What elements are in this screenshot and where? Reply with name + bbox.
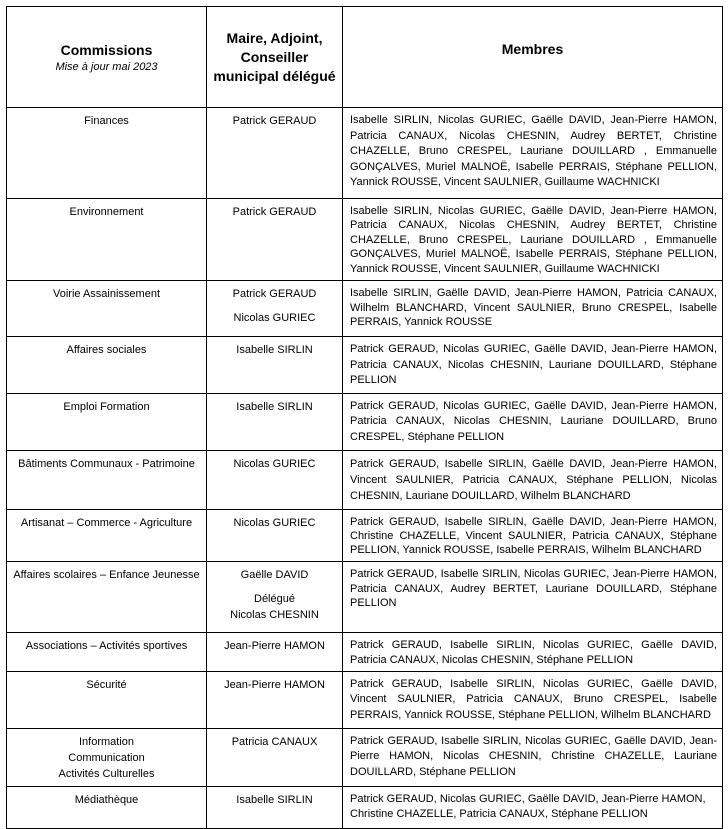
commission-members: Isabelle SIRLIN, Nicolas GURIEC, Gaëlle DAVID, Jean-Pierre HAMON, Patricia CANAUX, Nicolas CHESNIN, Audrey BERTET, Christine CHAZELLE, Bruno CRESPEL, Lauriane DOUILLARD , Emmanuelle GONÇALVES, Muriel MALNOË, Isabelle PERRAIS, Stéphane PELLION, Yannick ROUSSE, Vincent SAULNIER, Guillaume WACHNICKI	[343, 108, 723, 199]
commission-lead: Nicolas GURIEC	[207, 450, 343, 509]
commission-name: Finances	[7, 108, 207, 199]
commission-members: Patrick GERAUD, Nicolas GURIEC, Gaëlle DAVID, Jean-Pierre HAMON, Christine CHAZELLE, Patricia CANAUX, Stéphane PELLION	[343, 786, 723, 828]
commission-members: Patrick GERAUD, Isabelle SIRLIN, Nicolas GURIEC, Gaëlle DAVID, Patricia CANAUX, Nicolas CHESNIN, Stéphane PELLION	[343, 633, 723, 671]
commissions-table	[6, 6, 723, 829]
commission-members: Patrick GERAUD, Nicolas GURIEC, Gaëlle DAVID, Jean-Pierre HAMON, Patricia CANAUX, Nicolas CHESNIN, Lauriane DOUILLARD, Bruno CRESPEL, Stéphane PELLION	[343, 393, 723, 450]
commission-name: Affaires sociales	[7, 337, 207, 394]
table-row	[7, 509, 723, 562]
commission-members: Isabelle SIRLIN, Gaëlle DAVID, Jean-Pierre HAMON, Patricia CANAUX, Wilhelm BLANCHARD, Vincent SAULNIER, Bruno CRESPEL, Isabelle PERRAIS, Yannick ROUSSE	[343, 281, 723, 337]
commission-members: Patrick GERAUD, Nicolas GURIEC, Gaëlle DAVID, Jean-Pierre HAMON, Patricia CANAUX, Nicolas CHESNIN, Lauriane DOUILLARD, Stéphane PELLION	[343, 337, 723, 394]
commission-lead-2: Nicolas CHESNIN	[230, 609, 319, 622]
header-lead	[207, 7, 343, 108]
table-row	[7, 786, 723, 828]
commission-lead: Isabelle SIRLIN	[207, 786, 343, 828]
header-commissions-title: Commissions	[60, 41, 153, 58]
commission-members: Patrick GERAUD, Isabelle SIRLIN, Nicolas GURIEC, Gaëlle DAVID, Jean-Pierre HAMON, Nicolas CHESNIN, Christine CHAZELLE, Lauriane DOUILLARD, Stéphane PELLION	[343, 728, 723, 786]
commission-lead: Jean-Pierre HAMON	[207, 671, 343, 728]
commission-name: Affaires scolaires – Enfance Jeunesse	[7, 562, 207, 633]
commission-lead-2: Nicolas GURIEC	[233, 312, 316, 325]
commission-name: Bâtiments Communaux - Patrimoine	[7, 450, 207, 509]
commission-lead: Isabelle SIRLIN	[207, 337, 343, 394]
table-row	[7, 108, 723, 199]
commission-members: Isabelle SIRLIN, Nicolas GURIEC, Gaëlle DAVID, Jean-Pierre HAMON, Patricia CANAUX, Nicolas CHESNIN, Audrey BERTET, Christine CHAZELLE, Bruno CRESPEL, Lauriane DOUILLARD , Emmanuelle GONÇALVES, Muriel MALNOË, Isabelle PERRAIS, Stéphane PELLION, Yannick ROUSSE, Vincent SAULNIER, Guillaume WACHNICKI	[343, 199, 723, 281]
commission-name: Associations – Activités sportives	[7, 633, 207, 671]
commission-name-cell	[7, 728, 207, 786]
header-lead-title: Maire, Adjoint, Conseiller municipal délégué	[213, 29, 336, 84]
commission-name: Sécurité	[7, 671, 207, 728]
table-row	[7, 671, 723, 728]
commission-members: Patrick GERAUD, Isabelle SIRLIN, Nicolas GURIEC, Jean-Pierre HAMON, Patricia CANAUX, Audrey BERTET, Lauriane DOUILLARD, Stéphane PELLION	[343, 562, 723, 633]
table-row	[7, 562, 723, 633]
commission-members: Patrick GERAUD, Isabelle SIRLIN, Nicolas GURIEC, Gaëlle DAVID, Vincent SAULNIER, Patricia CANAUX, Bruno CRESPEL, Isabelle PERRAIS, Yannick ROUSSE, Stéphane PELLION, Wilhelm BLANCHARD	[343, 671, 723, 728]
header-members	[343, 7, 723, 108]
header-members-title: Membres	[501, 41, 564, 57]
commission-lead: Patricia CANAUX	[207, 728, 343, 786]
commission-name: Environnement	[7, 199, 207, 281]
lead-spacer	[210, 302, 339, 310]
delegate-label: Délégué	[254, 593, 295, 606]
commission-lead-cell	[207, 562, 343, 633]
header-commissions	[7, 7, 207, 108]
table-row	[7, 281, 723, 337]
commission-lead-cell	[207, 281, 343, 337]
lead-spacer	[210, 583, 339, 591]
commission-members: Patrick GERAUD, Isabelle SIRLIN, Gaëlle DAVID, Jean-Pierre HAMON, Vincent SAULNIER, Patricia CANAUX, Stéphane PELLION, Nicolas CHESNIN, Lauriane DOUILLARD, Wilhelm BLANCHARD	[343, 450, 723, 509]
header-row	[7, 7, 723, 108]
commission-lead: Patrick GERAUD	[207, 199, 343, 281]
table-row	[7, 728, 723, 786]
commission-lead: Patrick GERAUD	[232, 288, 317, 301]
commission-lead: Jean-Pierre HAMON	[207, 633, 343, 671]
commission-name: Information	[78, 735, 135, 748]
commission-name: Voirie Assainissement	[7, 281, 207, 337]
commission-lead: Nicolas GURIEC	[207, 509, 343, 562]
commission-name: Médiathèque	[7, 786, 207, 828]
table-row	[7, 393, 723, 450]
commission-members: Patrick GERAUD, Isabelle SIRLIN, Gaëlle DAVID, Jean-Pierre HAMON, Christine CHAZELLE, Vincent SAULNIER, Patricia CANAUX, Stéphane PELLION, Yannick ROUSSE, Isabelle PERRAIS, Wilhelm BLANCHARD	[343, 509, 723, 562]
commission-lead: Gaëlle DAVID	[240, 569, 309, 582]
commission-name: Artisanat – Commerce - Agriculture	[7, 509, 207, 562]
commission-lead: Patrick GERAUD	[207, 108, 343, 199]
commission-name-2: Communication	[68, 751, 145, 764]
table-row	[7, 633, 723, 671]
table-row	[7, 337, 723, 394]
table-row	[7, 450, 723, 509]
commission-name-3: Activités Culturelles	[58, 767, 155, 780]
table-row	[7, 199, 723, 281]
commission-name: Emploi Formation	[7, 393, 207, 450]
commission-lead: Isabelle SIRLIN	[207, 393, 343, 450]
header-update-date: Mise à jour mai 2023	[55, 60, 158, 73]
